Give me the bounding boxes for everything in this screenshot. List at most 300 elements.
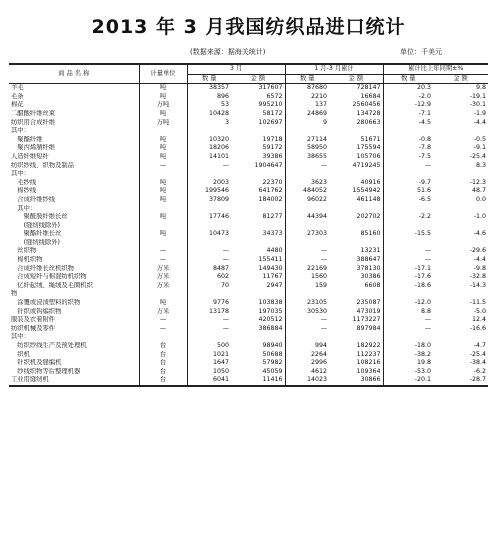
table-row xyxy=(9,265,488,274)
cell-ytd-amt: 13231 xyxy=(360,247,381,255)
data-source-note: (数据来源：据海关统计) xyxy=(190,48,266,56)
table-row xyxy=(9,256,488,265)
cell-name: (缝纫线除外) xyxy=(11,221,60,229)
cell-march-qty xyxy=(187,239,231,248)
cell-name: 毛条 xyxy=(11,92,24,100)
cell-unit: 万米 xyxy=(139,308,187,317)
cell-yoy-qty: 8.8 xyxy=(383,308,433,317)
cell-ytd-qty: 96022 xyxy=(285,196,329,205)
cell-unit: 万米 xyxy=(139,273,187,282)
header-unit: 计量单位 xyxy=(139,64,187,84)
cell-march-amt: 57982 xyxy=(262,359,283,367)
cell-name: 丝织物 xyxy=(11,247,37,255)
cell-name: 物 xyxy=(11,290,18,298)
cell-yoy-amt: -4.4 xyxy=(473,256,486,264)
cell-ytd-amt xyxy=(329,290,383,299)
table-row xyxy=(9,282,488,291)
cell-ytd-qty: 27303 xyxy=(285,230,329,239)
cell-ytd-amt: 235087 xyxy=(356,299,381,307)
cell-march-qty: 602 xyxy=(187,273,231,282)
cell-march-amt xyxy=(231,222,285,231)
cell-ytd-amt: 6608 xyxy=(364,281,381,289)
cell-march-qty: 1647 xyxy=(187,359,231,368)
cell-name: 人造纤维短纤 xyxy=(11,152,49,160)
cell-unit: 吨 xyxy=(139,136,187,145)
cell-ytd-qty: — xyxy=(285,162,329,171)
cell-ytd-qty: 994 xyxy=(285,342,329,351)
cell-ytd-amt: 51671 xyxy=(360,135,381,143)
cell-yoy-qty: -18.0 xyxy=(383,342,433,351)
cell-yoy-amt: -11.5 xyxy=(469,299,486,307)
cell-ytd-amt: 461148 xyxy=(356,195,381,203)
cell-ytd-amt: 105706 xyxy=(356,152,381,160)
cell-unit xyxy=(139,127,187,136)
cell-ytd-qty: 44394 xyxy=(285,213,329,222)
cell-yoy-amt: 9.8 xyxy=(475,84,486,92)
cell-unit: — xyxy=(139,325,187,334)
cell-yoy-amt: -38.4 xyxy=(469,359,486,367)
cell-yoy-qty: 19.8 xyxy=(383,359,433,368)
cell-unit: 吨 xyxy=(139,84,187,93)
cell-name: 针织或钩编织物 xyxy=(11,307,62,315)
table-row xyxy=(9,376,488,386)
header-amt: 金 额 xyxy=(329,74,383,84)
cell-march-amt: 59172 xyxy=(262,144,283,152)
cell-yoy-amt: -25.4 xyxy=(469,152,486,160)
cell-yoy-amt: -5.0 xyxy=(473,307,486,315)
cell-march-amt: 995210 xyxy=(258,101,283,109)
table-row xyxy=(9,170,488,179)
cell-march-qty: 14101 xyxy=(187,153,231,162)
cell-ytd-qty xyxy=(285,127,329,136)
cell-march-amt xyxy=(231,205,285,214)
cell-march-qty: 2003 xyxy=(187,179,231,188)
cell-ytd-qty: 9 xyxy=(285,119,329,128)
cell-march-qty: 10428 xyxy=(187,110,231,119)
cell-unit: 万吨 xyxy=(139,119,187,128)
cell-ytd-amt: 378130 xyxy=(356,264,381,272)
cell-ytd-qty xyxy=(285,239,329,248)
cell-march-amt xyxy=(231,290,285,299)
cell-ytd-amt: 280663 xyxy=(356,118,381,126)
cell-march-qty: 13178 xyxy=(187,308,231,317)
cell-yoy-qty: -20.1 xyxy=(383,376,433,386)
cell-unit: 台 xyxy=(139,351,187,360)
cell-ytd-amt xyxy=(329,222,383,231)
cell-yoy-amt: -9.8 xyxy=(473,264,486,272)
header-qty: 数 量 xyxy=(285,74,329,84)
cell-ytd-amt: 473019 xyxy=(356,307,381,315)
cell-name: 服装及衣着附件 xyxy=(11,316,56,324)
table-row xyxy=(9,333,488,342)
table-row xyxy=(9,359,488,368)
cell-ytd-qty: — xyxy=(285,256,329,265)
table-row xyxy=(9,308,488,317)
cell-march-amt: 420512 xyxy=(258,316,283,324)
cell-march-amt: 11416 xyxy=(231,376,285,386)
cell-march-qty: 199546 xyxy=(187,187,231,196)
cell-yoy-amt: -1.0 xyxy=(473,213,486,221)
cell-yoy-amt: -4.4 xyxy=(473,118,486,126)
cell-name: 聚丙烯腈纤维 xyxy=(11,144,56,152)
cell-ytd-qty xyxy=(285,170,329,179)
cell-ytd-amt: 1554942 xyxy=(352,187,381,195)
cell-name: 合成纤维纱线 xyxy=(11,195,56,203)
header-march: 3 月 xyxy=(187,64,285,74)
cell-unit: 台 xyxy=(139,376,187,386)
cell-ytd-qty xyxy=(285,205,329,214)
cell-unit xyxy=(139,333,187,342)
cell-march-amt: 155411 xyxy=(258,256,283,264)
cell-march-qty: 9776 xyxy=(187,299,231,308)
table-row xyxy=(9,93,488,102)
cell-ytd-amt xyxy=(329,333,383,342)
cell-unit: 台 xyxy=(139,359,187,368)
table-row xyxy=(9,119,488,128)
cell-march-amt: 50688 xyxy=(262,350,283,358)
cell-yoy-qty: -38.2 xyxy=(383,351,433,360)
cell-march-amt: 197035 xyxy=(258,307,283,315)
cell-ytd-amt: 4719245 xyxy=(352,161,381,169)
cell-ytd-amt: 16684 xyxy=(360,92,381,100)
cell-ytd-qty: 3623 xyxy=(285,179,329,188)
cell-yoy-qty xyxy=(383,222,433,231)
cell-unit: — xyxy=(139,247,187,256)
cell-march-amt: 45059 xyxy=(262,367,283,375)
cell-yoy-qty: -9.7 xyxy=(383,179,433,188)
cell-yoy-amt: -12.3 xyxy=(469,178,486,186)
table-row xyxy=(9,351,488,360)
cell-unit xyxy=(139,222,187,231)
cell-unit: 吨 xyxy=(139,196,187,205)
cell-name: 毛纱线 xyxy=(11,178,37,186)
cell-ytd-qty: 23105 xyxy=(285,299,329,308)
cell-march-amt xyxy=(231,333,285,342)
cell-ytd-amt xyxy=(329,239,383,248)
cell-march-qty: — xyxy=(187,325,231,334)
cell-march-qty xyxy=(187,127,231,136)
cell-ytd-qty: — xyxy=(285,325,329,334)
cell-march-amt: 81277 xyxy=(262,213,283,221)
cell-ytd-amt: 202702 xyxy=(356,213,381,221)
cell-name: 合成纤维长丝机织物 xyxy=(11,264,74,272)
cell-unit: 万吨 xyxy=(139,101,187,110)
cell-march-amt: 58172 xyxy=(262,109,283,117)
cell-yoy-amt xyxy=(433,290,488,299)
cell-march-qty xyxy=(187,170,231,179)
cell-march-amt xyxy=(231,239,285,248)
cell-unit: — xyxy=(139,316,187,325)
cell-march-qty: 6041 xyxy=(187,376,231,386)
table-row xyxy=(9,316,488,325)
table-row xyxy=(9,101,488,110)
cell-march-amt: 149430 xyxy=(258,264,283,272)
cell-unit xyxy=(139,239,187,248)
cell-yoy-amt: -4.6 xyxy=(473,230,486,238)
cell-ytd-qty: 27114 xyxy=(285,136,329,145)
cell-march-qty: 53 xyxy=(187,101,231,110)
table-row xyxy=(9,368,488,377)
cell-yoy-amt: -16.6 xyxy=(469,324,486,332)
cell-ytd-qty xyxy=(285,333,329,342)
cell-march-qty: 37809 xyxy=(187,196,231,205)
cell-unit: 台 xyxy=(139,342,187,351)
cell-name: 聚酰胺纤维长丝 xyxy=(11,213,68,221)
cell-ytd-qty: 2210 xyxy=(285,93,329,102)
cell-march-qty: 18206 xyxy=(187,144,231,153)
cell-march-qty: 896 xyxy=(187,93,231,102)
table-row xyxy=(9,179,488,188)
cell-yoy-qty xyxy=(383,239,433,248)
cell-unit: 吨 xyxy=(139,187,187,196)
cell-march-qty: 17746 xyxy=(187,213,231,222)
cell-march-qty: 1050 xyxy=(187,368,231,377)
cell-march-qty xyxy=(187,222,231,231)
cell-name: 其中： xyxy=(11,127,30,135)
cell-yoy-amt xyxy=(433,205,488,214)
cell-yoy-qty xyxy=(383,205,433,214)
cell-yoy-qty: — xyxy=(383,162,433,171)
table-row xyxy=(9,153,488,162)
cell-yoy-amt: -1.9 xyxy=(473,109,486,117)
cell-yoy-qty xyxy=(383,127,433,136)
cell-ytd-qty: 484052 xyxy=(285,187,329,196)
cell-march-amt: 386884 xyxy=(258,324,283,332)
cell-name: 纺织机械及零件 xyxy=(11,324,56,332)
cell-ytd-qty: 24869 xyxy=(285,110,329,119)
cell-yoy-qty: 20.3 xyxy=(383,84,433,93)
cell-march-amt: 34373 xyxy=(262,230,283,238)
cell-ytd-amt: 728147 xyxy=(356,84,381,92)
cell-ytd-amt: 182922 xyxy=(356,342,381,349)
cell-yoy-qty: — xyxy=(383,247,433,256)
cell-name: 针织机及缝编机 xyxy=(11,359,62,367)
cell-ytd-qty: 14023 xyxy=(285,376,329,386)
cell-ytd-qty: 4612 xyxy=(285,368,329,377)
cell-march-amt: 39386 xyxy=(262,152,283,160)
cell-yoy-amt: -30.1 xyxy=(469,101,486,109)
cell-name: 聚酯纤维长丝 xyxy=(11,230,62,238)
cell-march-qty: — xyxy=(187,247,231,256)
cell-ytd-amt: 30866 xyxy=(329,376,383,386)
cell-yoy-qty: -18.6 xyxy=(383,282,433,291)
cell-march-amt: 103838 xyxy=(258,299,283,307)
unit-note: 单位：千美元 xyxy=(400,48,442,56)
cell-yoy-qty: -7.8 xyxy=(383,144,433,153)
cell-march-qty: 1021 xyxy=(187,351,231,360)
cell-yoy-amt: -14.3 xyxy=(469,281,486,289)
cell-yoy-amt: -9.1 xyxy=(473,144,486,152)
cell-yoy-qty: -12.9 xyxy=(383,101,433,110)
header-amt: 金 额 xyxy=(433,74,488,84)
cell-march-qty xyxy=(187,205,231,214)
cell-ytd-qty: 30530 xyxy=(285,308,329,317)
cell-yoy-amt: -6.2 xyxy=(473,367,486,375)
cell-yoy-amt: 8.3 xyxy=(475,161,486,169)
table-row xyxy=(9,84,488,93)
table-row xyxy=(9,127,488,136)
table-row xyxy=(9,187,488,196)
cell-ytd-amt: 109364 xyxy=(356,367,381,375)
cell-march-amt: 11767 xyxy=(262,273,283,281)
cell-unit xyxy=(139,205,187,214)
cell-unit: 吨 xyxy=(139,230,187,239)
cell-march-qty: 500 xyxy=(187,342,231,351)
cell-march-qty: — xyxy=(187,256,231,265)
cell-name: 棉纱线 xyxy=(11,187,37,195)
cell-yoy-amt: -19.1 xyxy=(469,92,486,100)
cell-name: 羊毛 xyxy=(11,84,24,92)
cell-ytd-amt xyxy=(329,170,383,179)
cell-march-amt: 2947 xyxy=(266,281,283,289)
cell-ytd-amt: 112237 xyxy=(356,350,381,358)
cell-yoy-amt: 48.7 xyxy=(471,187,486,195)
cell-ytd-qty: 2996 xyxy=(285,359,329,368)
cell-name: 涂覆或浸渍塑料的织物 xyxy=(11,299,81,307)
cell-march-qty xyxy=(187,333,231,342)
cell-ytd-qty: 58950 xyxy=(285,144,329,153)
cell-name: 棉机织物 xyxy=(11,256,43,264)
cell-name: 二醋酸纤维丝束 xyxy=(11,109,56,117)
page-title: 2013 年 3 月我国纺织品进口统计 xyxy=(91,16,406,38)
cell-yoy-qty: 51.6 xyxy=(383,187,433,196)
cell-ytd-amt xyxy=(329,205,383,214)
cell-yoy-amt: -4.7 xyxy=(473,342,486,349)
header-name: 商 品 名 称 xyxy=(9,64,139,84)
cell-ytd-amt: 2560456 xyxy=(352,101,381,109)
table-row xyxy=(9,342,488,351)
cell-unit: — xyxy=(139,256,187,265)
cell-march-amt: 317607 xyxy=(258,84,283,92)
cell-name: 纺织纱线、织物及制品 xyxy=(11,161,74,169)
table-row xyxy=(9,144,488,153)
cell-ytd-qty: — xyxy=(285,247,329,256)
cell-name: 工业用缝纫机 xyxy=(9,376,139,386)
cell-ytd-amt: 388647 xyxy=(356,256,381,264)
cell-yoy-amt xyxy=(433,170,488,179)
cell-march-qty: 38357 xyxy=(187,84,231,93)
header-qty: 数 量 xyxy=(383,74,433,84)
cell-ytd-amt: 108216 xyxy=(356,359,381,367)
table-row xyxy=(9,213,488,222)
cell-yoy-qty: -15.5 xyxy=(383,230,433,239)
cell-name: 合成短纤与棉混纺机织物 xyxy=(11,273,87,281)
cell-yoy-amt: -28.7 xyxy=(433,376,488,386)
table-row xyxy=(9,239,488,248)
cell-unit: 吨 xyxy=(139,93,187,102)
cell-yoy-qty xyxy=(383,290,433,299)
cell-name: 聚酯纤维 xyxy=(11,135,43,143)
cell-unit: 万米 xyxy=(139,282,187,291)
cell-yoy-qty: -6.5 xyxy=(383,196,433,205)
table-row xyxy=(9,290,488,299)
cell-ytd-qty: 2264 xyxy=(285,351,329,360)
cell-yoy-qty: — xyxy=(383,256,433,265)
cell-unit: 吨 xyxy=(139,179,187,188)
cell-yoy-amt: -29.6 xyxy=(469,247,486,255)
cell-yoy-qty: -2.2 xyxy=(383,213,433,222)
cell-ytd-qty: 137 xyxy=(285,101,329,110)
cell-march-amt xyxy=(231,170,285,179)
cell-march-amt: 102697 xyxy=(258,118,283,126)
cell-unit: 吨 xyxy=(139,299,187,308)
cell-ytd-amt: 40916 xyxy=(360,178,381,186)
cell-march-qty: 8487 xyxy=(187,265,231,274)
cell-ytd-amt: 134728 xyxy=(356,109,381,117)
cell-march-qty: 3 xyxy=(187,119,231,128)
cell-unit: 吨 xyxy=(139,144,187,153)
cell-name: (缝纫线除外) xyxy=(11,238,60,246)
cell-unit: 台 xyxy=(139,368,187,377)
cell-march-amt: 22370 xyxy=(262,178,283,186)
cell-ytd-amt: 1173227 xyxy=(352,316,381,324)
table-row xyxy=(9,299,488,308)
cell-march-amt: 641762 xyxy=(258,187,283,195)
cell-unit: 吨 xyxy=(139,153,187,162)
cell-yoy-amt: -25.4 xyxy=(469,350,486,358)
table-row xyxy=(9,196,488,205)
cell-yoy-qty: -53.0 xyxy=(383,368,433,377)
cell-yoy-amt xyxy=(433,333,488,342)
cell-march-amt: 184002 xyxy=(258,195,283,203)
cell-ytd-amt: 897984 xyxy=(356,324,381,332)
cell-ytd-qty: 1560 xyxy=(285,273,329,282)
cell-march-qty: 70 xyxy=(187,282,231,291)
header-yoy: 累计比上年同期±% xyxy=(383,64,488,74)
table-row xyxy=(9,230,488,239)
header-qty: 数 量 xyxy=(187,74,231,84)
cell-march-amt: 98940 xyxy=(262,342,283,349)
cell-march-amt: 4480 xyxy=(266,247,283,255)
cell-march-amt xyxy=(231,127,285,136)
cell-march-amt: 6572 xyxy=(266,92,283,100)
cell-unit: 万米 xyxy=(139,265,187,274)
table-row xyxy=(9,325,488,334)
header-amt: 金 额 xyxy=(231,74,285,84)
cell-yoy-qty: — xyxy=(383,325,433,334)
cell-ytd-amt: 85160 xyxy=(360,230,381,238)
cell-name: 纺织纱线生产及预处理机 xyxy=(11,342,87,349)
cell-yoy-amt xyxy=(433,127,488,136)
cell-name: 其中： xyxy=(11,333,30,341)
cell-ytd-qty: — xyxy=(285,316,329,325)
cell-name: 纱线织物等后整理机器 xyxy=(11,367,81,375)
cell-march-qty: 10473 xyxy=(187,230,231,239)
cell-unit: 吨 xyxy=(139,110,187,119)
table-row xyxy=(9,222,488,231)
cell-name: 纺织用合成纤维 xyxy=(11,118,56,126)
cell-ytd-amt: 30386 xyxy=(360,273,381,281)
table-row xyxy=(9,205,488,214)
table-row xyxy=(9,136,488,145)
cell-ytd-qty xyxy=(285,290,329,299)
cell-yoy-qty: -17.1 xyxy=(383,265,433,274)
cell-yoy-amt: -0.5 xyxy=(473,135,486,143)
table-row xyxy=(9,162,488,171)
cell-yoy-qty: -4.5 xyxy=(383,119,433,128)
cell-yoy-qty: -7.5 xyxy=(383,153,433,162)
cell-unit: 吨 xyxy=(139,213,187,222)
cell-ytd-qty: 38655 xyxy=(285,153,329,162)
cell-ytd-qty: 22169 xyxy=(285,265,329,274)
cell-yoy-amt: 0.0 xyxy=(475,195,486,203)
cell-yoy-qty: -12.0 xyxy=(383,299,433,308)
cell-ytd-amt xyxy=(329,127,383,136)
cell-yoy-qty: — xyxy=(383,316,433,325)
cell-yoy-qty: -2.0 xyxy=(383,93,433,102)
import-statistics-table xyxy=(9,63,488,387)
table-body xyxy=(9,84,488,386)
